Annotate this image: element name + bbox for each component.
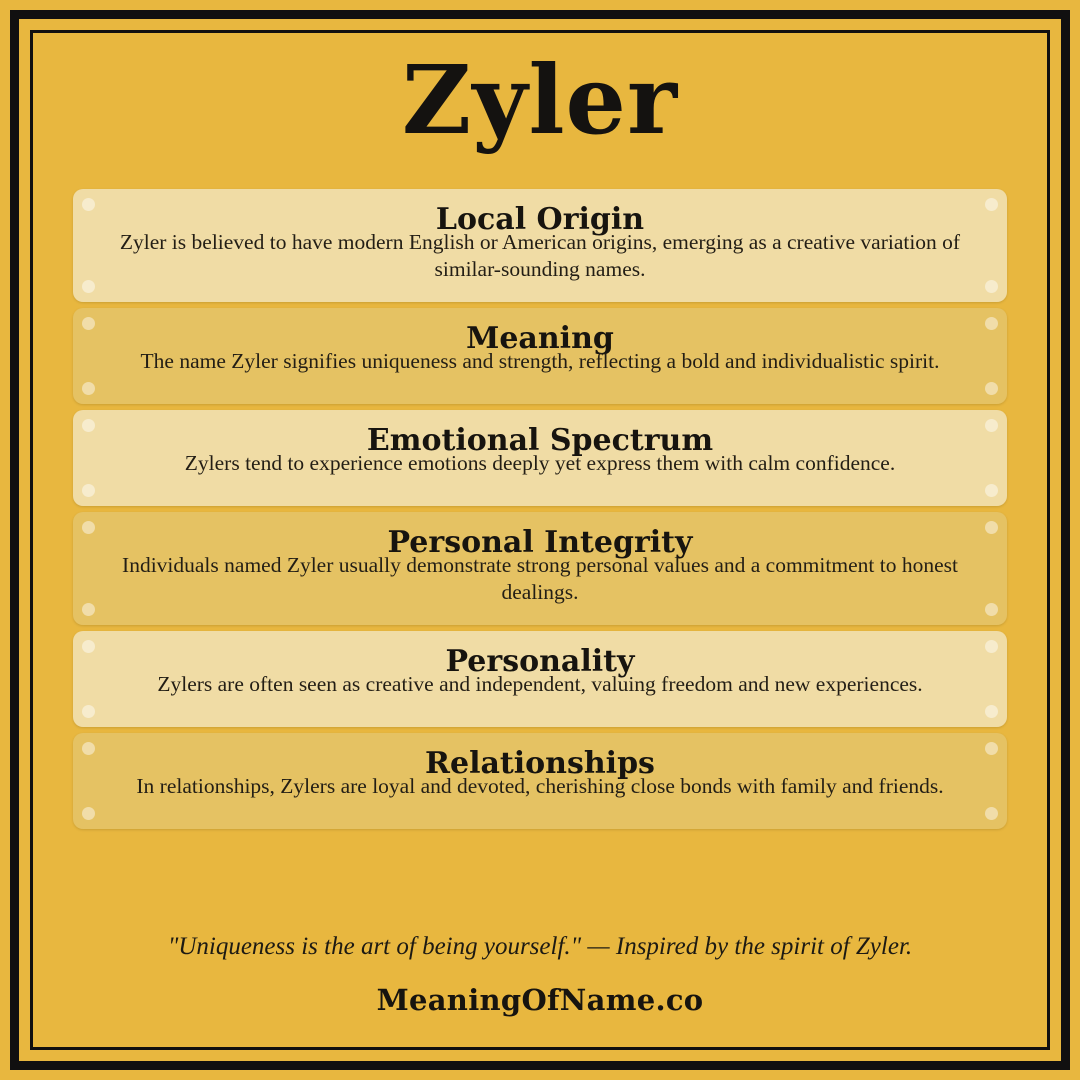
sections-list	[73, 189, 1007, 829]
corner-dot-icon	[985, 742, 998, 755]
corner-dot-icon	[985, 521, 998, 534]
section-card-personality	[73, 631, 1007, 727]
corner-dot-icon	[82, 603, 95, 616]
section-heading: Meaning	[466, 320, 614, 356]
corner-dot-icon	[985, 280, 998, 293]
section-card-emotional-spectrum	[73, 410, 1007, 506]
section-text: Individuals named Zyler usually demonstrate strong personal values and a commitment to honest dealings.	[122, 552, 958, 605]
section-card-local-origin	[73, 189, 1007, 302]
corner-dot-icon	[82, 198, 95, 211]
page-title: Zyler	[401, 45, 679, 156]
corner-dot-icon	[985, 807, 998, 820]
section-card-relationships	[73, 733, 1007, 829]
corner-dot-icon	[82, 317, 95, 330]
corner-dot-icon	[82, 484, 95, 497]
section-heading: Relationships	[425, 745, 655, 781]
section-card-meaning	[73, 308, 1007, 404]
poster-footer	[73, 933, 1007, 1037]
section-card-personal-integrity	[73, 512, 1007, 625]
section-heading: Personal Integrity	[387, 524, 693, 560]
corner-dot-icon	[985, 317, 998, 330]
corner-dot-icon	[82, 382, 95, 395]
brand-name: MeaningOfName.co	[376, 983, 704, 1017]
corner-dot-icon	[82, 742, 95, 755]
footer-quote: "Uniqueness is the art of being yourself." — Inspired by the spirit of Zyler.	[167, 933, 913, 960]
corner-dot-icon	[985, 419, 998, 432]
section-text: The name Zyler signifies uniqueness and strength, reflecting a bold and individualistic spirit.	[140, 348, 940, 373]
corner-dot-icon	[82, 807, 95, 820]
corner-dot-icon	[82, 280, 95, 293]
corner-dot-icon	[985, 382, 998, 395]
poster-content	[33, 33, 1047, 1047]
corner-dot-icon	[985, 198, 998, 211]
section-heading: Local Origin	[435, 201, 645, 237]
corner-dot-icon	[82, 640, 95, 653]
section-text: Zyler is believed to have modern English or American origins, emerging as a creative variation of similar-sounding names.	[119, 229, 961, 282]
corner-dot-icon	[985, 603, 998, 616]
corner-dot-icon	[985, 705, 998, 718]
corner-dot-icon	[985, 484, 998, 497]
corner-dot-icon	[82, 705, 95, 718]
corner-dot-icon	[82, 419, 95, 432]
section-heading: Personality	[445, 643, 635, 679]
section-text: Zylers are often seen as creative and independent, valuing freedom and new experiences.	[157, 671, 923, 696]
section-text: In relationships, Zylers are loyal and devoted, cherishing close bonds with family and friends.	[136, 773, 944, 798]
section-text: Zylers tend to experience emotions deeply yet express them with calm confidence.	[184, 450, 896, 475]
corner-dot-icon	[985, 640, 998, 653]
section-heading: Emotional Spectrum	[366, 422, 714, 458]
corner-dot-icon	[82, 521, 95, 534]
